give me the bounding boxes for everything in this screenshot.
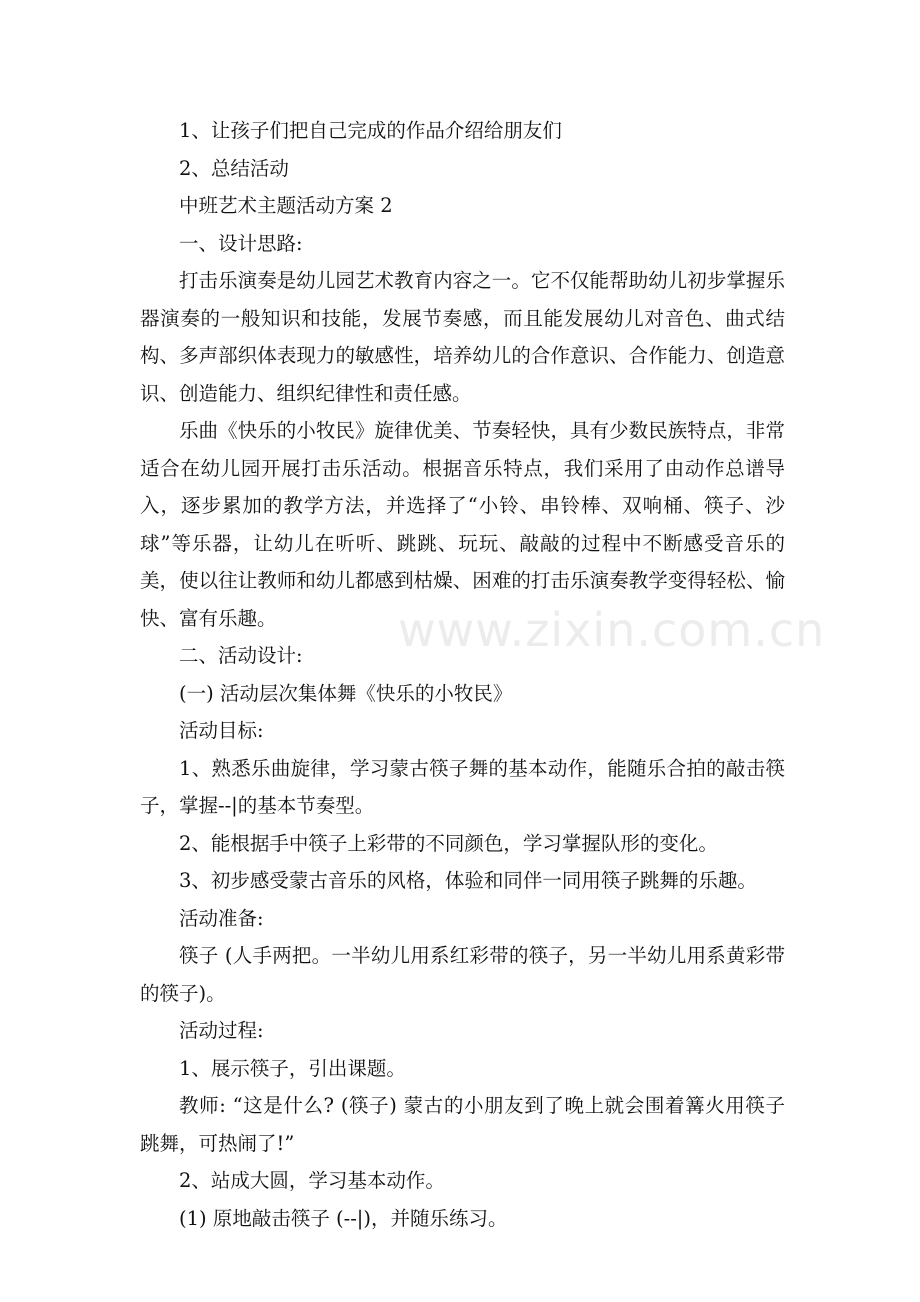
process-step-2: 2、站成大圆，学习基本动作。 <box>179 1169 445 1192</box>
process-step-1: 1、展示筷子，引出课题。 <box>179 1056 406 1080</box>
watermark-text: www.zixin.com.cn <box>398 603 826 657</box>
heading-activity-process: 活动过程: <box>179 1019 264 1042</box>
heading-activity-design: 二、活动设计: <box>179 644 303 667</box>
process-substep-1: (1) 原地敲击筷子 (--|)，并随乐练习。 <box>179 1206 508 1230</box>
heading-design-ideas: 一、设计思路: <box>179 231 303 255</box>
paragraph-teacher-quote: 教师: “这是什么? (筷子) 蒙古的小朋友到了晚上就会围着篝火用筷子跳舞，可热闹了!” <box>140 1094 785 1155</box>
section-title-plan-2: 中班艺术主题活动方案 2 <box>179 194 393 217</box>
goal-item-3: 3、初步感受蒙古音乐的风格，体验和同伴一同用筷子跳舞的乐趣。 <box>179 869 757 892</box>
goal-item-2: 2、能根据手中筷子上彩带的不同颜色，学习掌握队形的变化。 <box>179 831 718 855</box>
document-body <box>140 112 785 1237</box>
subheading-group-dance: (一) 活动层次集体舞《快乐的小牧民》 <box>179 681 513 705</box>
heading-activity-goals: 活动目标: <box>179 719 264 742</box>
heading-activity-preparation: 活动准备: <box>179 906 264 930</box>
list-item-summarize-activity: 2、总结活动 <box>179 156 289 180</box>
paragraph-preparation-chopsticks: 筷子 (人手两把。一半幼儿用系红彩带的筷子，另一半幼儿用系黄彩带的筷子)。 <box>140 944 785 1005</box>
list-item-introduce-works: 1、让孩子们把自己完成的作品介绍给朋友们 <box>179 119 562 142</box>
paragraph-percussion-intro: 打击乐演奏是幼儿园艺术教育内容之一。它不仅能帮助幼儿初步掌握乐器演奏的一般知识和技能，发展节奏感，而且能发展幼儿对音色、曲式结构、多声部织体表现力的敏感性，培养幼儿的合作意识、合作能力、创造意识、创造能力、组织纪律性和责任感。 <box>140 269 785 405</box>
goal-item-1: 1、熟悉乐曲旋律，学习蒙古筷子舞的基本动作，能随乐合拍的敲击筷子，掌握--|的基本节奏型。 <box>140 756 785 817</box>
paragraph-music-description: 乐曲《快乐的小牧民》旋律优美、节奏轻快，具有少数民族特点，非常适合在幼儿园开展打击乐活动。根据音乐特点，我们采用了由动作总谱导入，逐步累加的教学方法，并选择了“小铃、串铃棒、双响桶、筷子、沙球”等乐器，让幼儿在听听、跳跳、玩玩、敲敲的过程中不断感受音乐的美，使以往让教师和幼儿都感到枯燥、困难的打击乐演奏教学变得轻松、愉快、富有乐趣。 <box>140 419 785 630</box>
